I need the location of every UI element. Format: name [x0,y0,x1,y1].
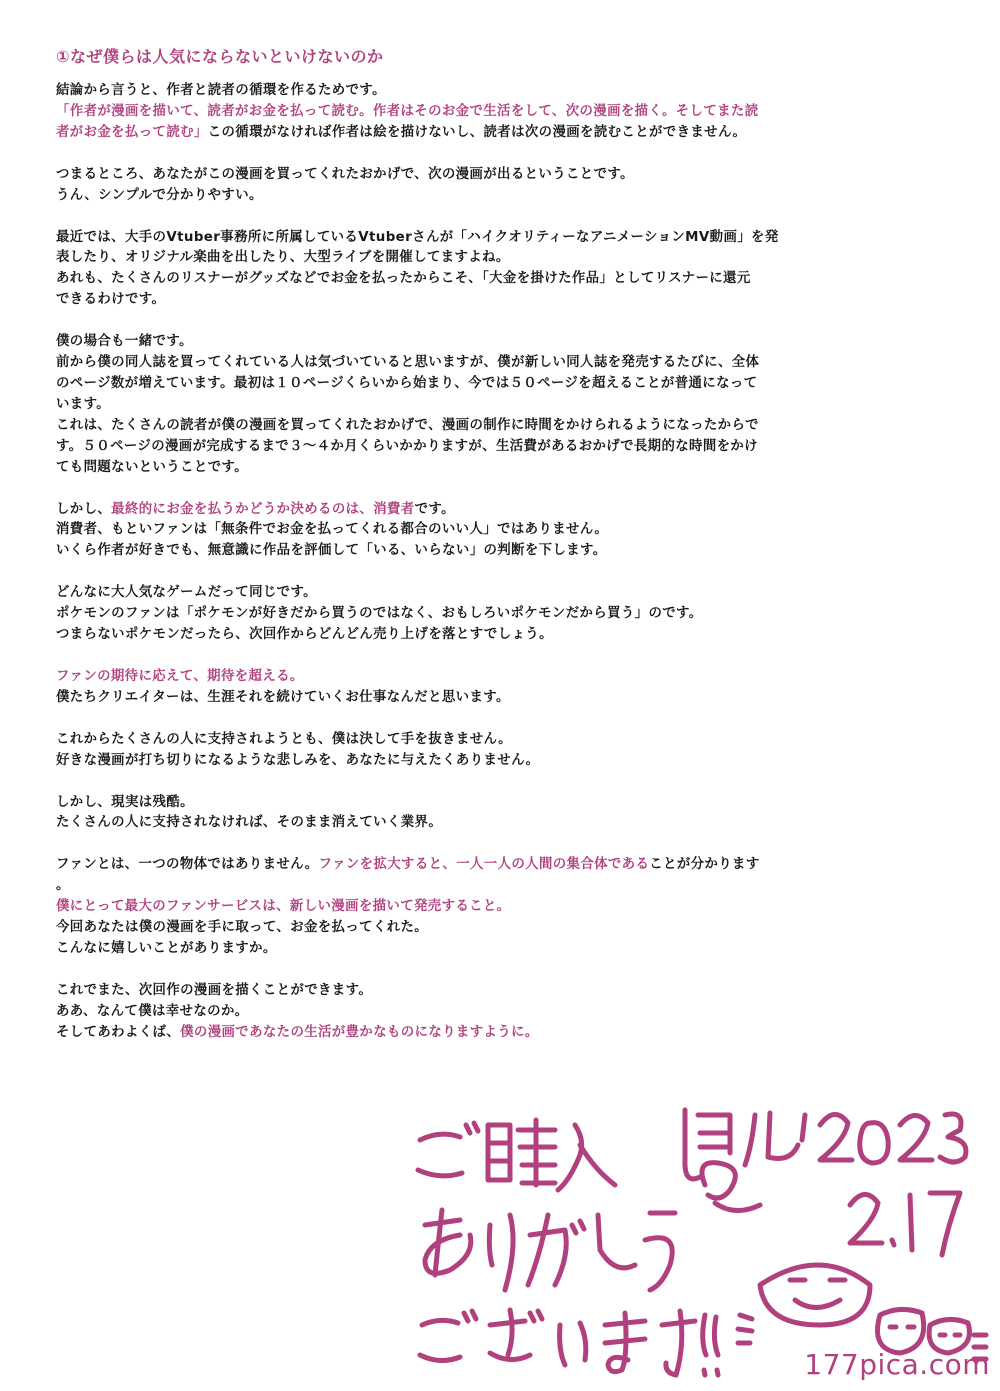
text-span: 消費者、もといファンは「無条件でお金を払ってくれる都合のいい人」ではありません。 [56,522,609,538]
section-title: ①なぜ僕らは人気にならないといけないのか [56,47,384,66]
text-line [56,248,956,269]
text-span: あれも、たくさんのリスナーがグッズなどでお金を払ったからこそ、「大金を掛けた作品」としてリスナーに還元 [56,271,751,287]
text-span: います。 [56,396,111,412]
highlighted-text: 僕にとって最大のファンサービスは、新しい漫画を描いて発売すること。 [56,899,511,915]
paragraph [56,228,956,312]
text-span: 僕の場合も一緒です。 [56,334,193,350]
text-line [56,897,956,918]
text-line [56,1002,956,1023]
paragraph [56,667,956,709]
text-span: たくさんの人に支持されなければ、そのまま消えていく業界。 [56,815,443,831]
text-line [56,186,956,207]
text-line [56,918,956,939]
text-span: す。５０ページの漫画が完成するまで３～４か月くらいかかりますが、生活費があるおかげで長期的な時間をかけ [56,438,758,454]
text-span: ことが分かります [649,857,760,873]
text-line [56,876,956,897]
text-line [56,667,956,688]
highlighted-text: 僕の漫画であなたの生活が豊かなものになりますように。 [180,1024,539,1040]
text-span: 最近では、大手のVtuber事務所に所属しているVtuberさんが「ハイクオリティーなアニメーションMV動画」を発 [56,229,779,245]
text-span: これは、たくさんの読者が僕の漫画を買ってくれたおかげで、漫画の制作に時間をかけられるようになったからで [56,417,759,433]
text-line [56,228,956,249]
text-line [56,500,956,521]
text-line [56,395,956,416]
text-span: つまらないポケモンだったら、次回作からどんどん売り上げを落とすでしょう。 [56,627,553,643]
document-body [56,44,956,1065]
text-span: ファンとは、一つの物体ではありません。 [56,857,319,873]
text-span: できるわけです。 [56,292,166,308]
text-span: 今回あなたは僕の漫画を手に取って、お金を払ってくれた。 [56,920,429,936]
highlighted-text: ファンを拡大すると、一人一人の人間の集合体である [318,857,650,873]
text-line [56,541,956,562]
text-span: ポケモンのファンは「ポケモンが好きだから買うのではなく、おもしろいポケモンだから買う」のです。 [56,606,703,622]
text-line [56,1023,956,1044]
text-line [56,939,956,960]
text-span: この循環がなければ作者は絵を描けないし、読者は次の漫画を読むことができません。 [207,124,747,140]
paragraph [56,583,956,646]
text-line [56,123,956,144]
text-span: ああ、なんて僕は幸せなのか。 [56,1003,249,1019]
paragraph [56,332,956,478]
text-line [56,353,956,374]
text-line [56,583,956,604]
watermark-text: 177pica.com [804,1348,990,1381]
highlighted-text: ファンの期待に応えて、期待を超える。 [56,668,304,684]
paragraph [56,855,956,960]
text-line [56,688,956,709]
text-span: しかし、現実は残酷。 [56,794,194,810]
text-line [56,81,956,102]
text-line [56,416,956,437]
text-line [56,751,956,772]
text-line [56,730,956,751]
text-span: そしてあわよくば、 [56,1024,181,1040]
paragraph [56,981,956,1044]
highlighted-text: 最終的にお金を払うかどうか決めるのは、消費者 [111,501,415,517]
paragraph-list [56,81,956,1044]
text-line [56,458,956,479]
text-span: 僕たちクリエイターは、生涯それを続けていくお仕事なんだと思います。 [56,689,510,705]
text-span: これでまた、次回作の漫画を描くことができます。 [56,982,373,998]
text-span: 。 [56,878,70,894]
text-line [56,269,956,290]
text-span: うん、シンプルで分かりやすい。 [56,187,263,203]
text-line [56,374,956,395]
text-span: 前から僕の同人誌を買ってくれている人は気づいていると思いますが、僕が新しい同人誌を発売するたびに、全体 [56,355,760,371]
text-span: しかし、 [56,501,112,517]
text-span: ても問題ないということです。 [56,459,248,475]
text-line [56,520,956,541]
text-line [56,855,956,876]
highlighted-text: 者がお金を払って読む」 [56,124,208,140]
paragraph [56,730,956,772]
text-line [56,332,956,353]
text-span: のページ数が増えています。最初は１０ページくらいから始まり、今では５０ページを超えることが普通になって [56,375,758,391]
highlighted-text: 「作者が漫画を描いて、読者がお金を払って読む。作者はそのお金で生活をして、次の漫画を描く。そしてまた読 [56,103,759,119]
text-span: つまるところ、あなたがこの漫画を買ってくれたおかげで、次の漫画が出るということです。 [56,166,634,182]
text-span: 好きな漫画が打ち切りになるような悲しみを、あなたに与えたくありません。 [56,752,540,768]
text-line [56,165,956,186]
text-span: 表したり、オリジナル楽曲を出したり、大型ライブを開催してますよね。 [56,250,510,266]
paragraph [56,81,956,144]
text-line [56,437,956,458]
text-line [56,793,956,814]
text-line [56,813,956,834]
text-span: です。 [414,501,455,517]
text-line [56,981,956,1002]
text-span: 結論から言うと、作者と読者の循環を作るためです。 [56,83,386,98]
text-line [56,290,956,311]
text-line [56,604,956,625]
text-span: こんなに嬉しいことがありますか。 [56,941,277,956]
paragraph [56,500,956,563]
paragraph [56,793,956,835]
handwritten-signature [400,1085,1000,1385]
paragraph [56,165,956,207]
text-line [56,102,956,123]
text-span: これからたくさんの人に支持されようとも、僕は決して手を抜きません。 [56,731,512,747]
text-line [56,625,956,646]
text-span: どんなに大人気なゲームだって同じです。 [56,585,317,601]
text-span: いくら作者が好きでも、無意識に作品を評価して「いる、いらない」の判断を下します。 [56,543,607,559]
